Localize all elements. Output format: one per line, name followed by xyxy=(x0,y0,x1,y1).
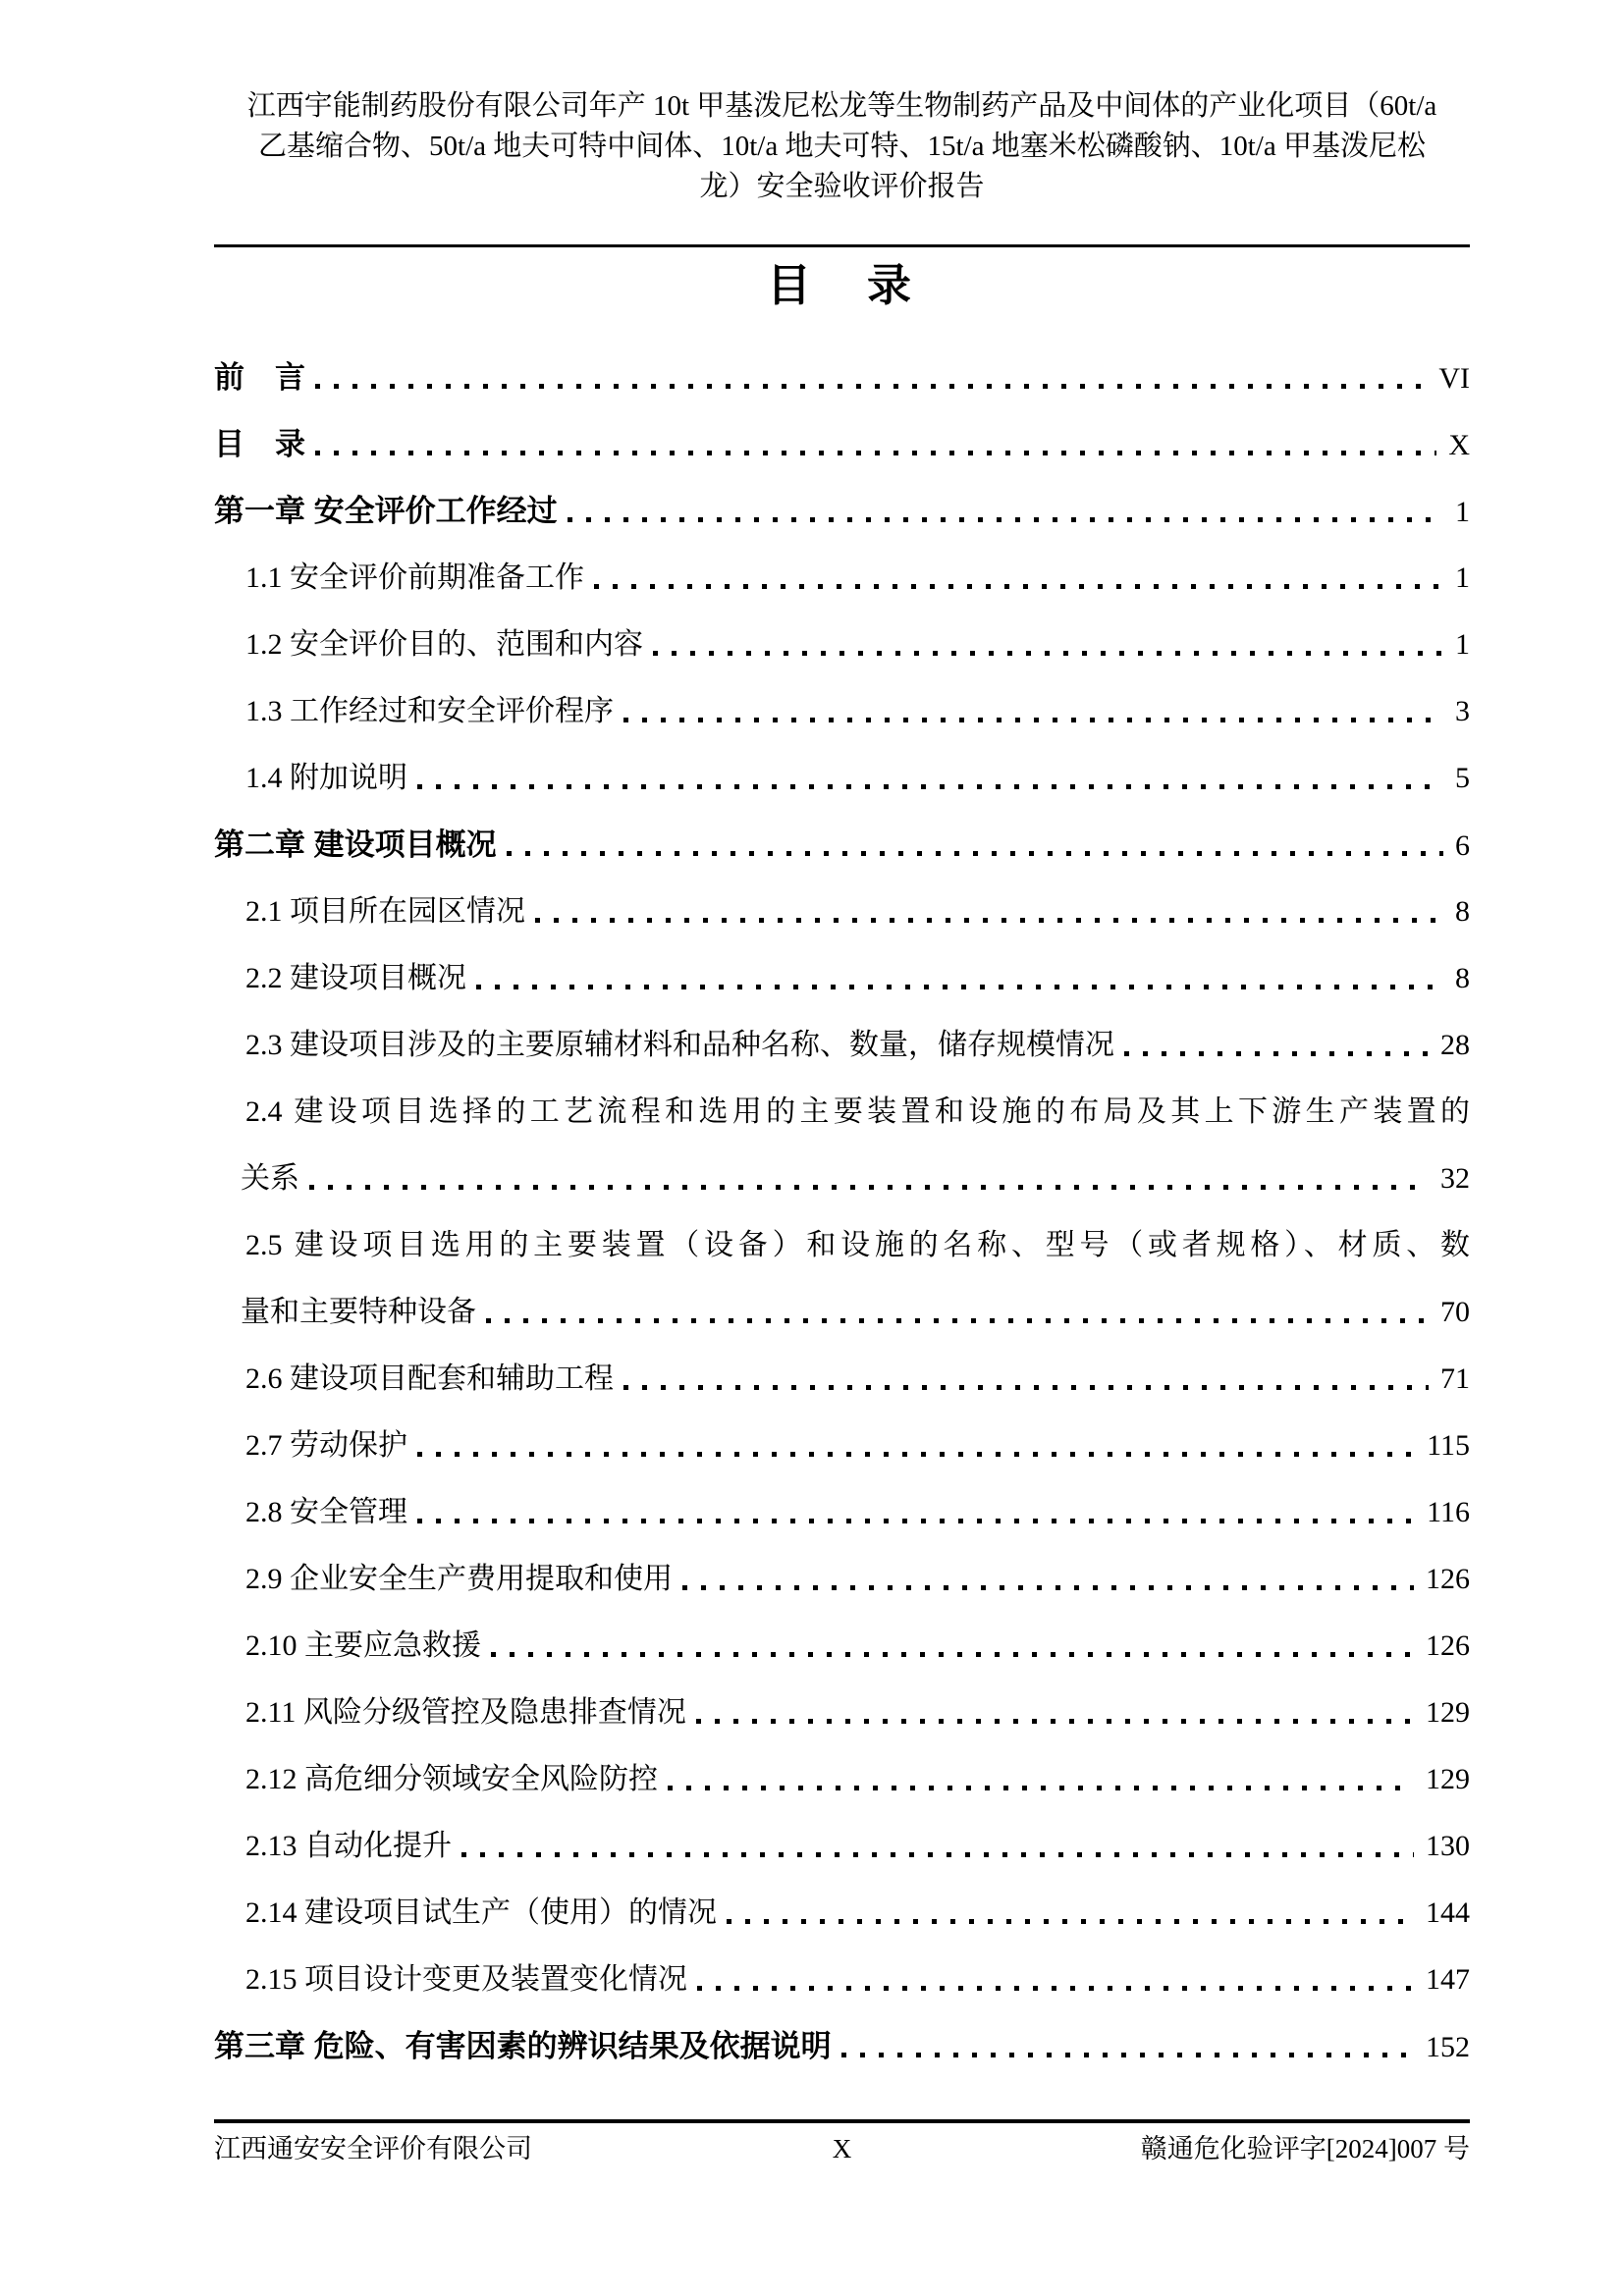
page-footer xyxy=(214,2128,1470,2169)
dot-leader xyxy=(653,651,1443,656)
header-line-1: 江西宇能制药股份有限公司年产 10t 甲基泼尼松龙等生物制药产品及中间体的产业化项目（60t/a xyxy=(246,90,1437,122)
toc-entry[interactable] xyxy=(214,1880,1470,1947)
footer-doc-number: 赣通危化验评字[2024]007 号 xyxy=(1140,2134,1470,2163)
dot-leader xyxy=(315,384,1427,389)
toc-entry-label: 第二章 建设项目概况 xyxy=(214,828,497,862)
footer-divider xyxy=(214,2119,1470,2123)
toc-entry-label: 2.12 高危细分领域安全风险防控 xyxy=(245,1763,658,1795)
toc-entry-label: 2.3 建设项目涉及的主要原辅材料和品种名称、数量，储存规模情况 xyxy=(245,1029,1114,1061)
dot-leader xyxy=(461,1852,1414,1857)
toc-entry-page: 8 xyxy=(1455,895,1470,928)
toc-entry[interactable] xyxy=(214,1212,1470,1279)
dot-leader xyxy=(841,2053,1414,2057)
toc-entry-label: 2.5 建设项目选用的主要装置（设备）和设施的名称、型号（或者规格）、材质、数 xyxy=(245,1229,1470,1261)
toc-entry[interactable] xyxy=(214,1479,1470,1546)
toc-entry-label: 前 言 xyxy=(214,360,305,395)
toc-entry[interactable] xyxy=(214,678,1470,745)
toc-entry[interactable] xyxy=(214,1546,1470,1613)
toc-entry-label: 2.9 企业安全生产费用提取和使用 xyxy=(245,1563,673,1595)
toc-entry-label: 关系 xyxy=(241,1162,299,1195)
toc-entry-label: 1.3 工作经过和安全评价程序 xyxy=(245,695,614,727)
toc-entry-label: 1.1 安全评价前期准备工作 xyxy=(245,561,584,594)
toc-entry[interactable] xyxy=(214,1813,1470,1880)
dot-leader xyxy=(315,451,1436,455)
toc-entry-page: 28 xyxy=(1440,1029,1470,1061)
toc-entry-label: 2.13 自动化提升 xyxy=(245,1830,452,1862)
toc-entry[interactable] xyxy=(214,1012,1470,1079)
toc-entry-page: 8 xyxy=(1455,962,1470,994)
toc-entry-label: 2.6 建设项目配套和辅助工程 xyxy=(245,1362,614,1395)
toc-entry[interactable] xyxy=(214,478,1470,545)
toc-entry[interactable] xyxy=(214,1947,1470,2013)
toc-entry-page: 1 xyxy=(1455,561,1470,594)
dot-leader xyxy=(476,985,1443,989)
footer-company: 江西通安安全评价有限公司 xyxy=(214,2134,532,2163)
toc-entry-page: X xyxy=(1448,429,1470,461)
toc-entry-label: 第三章 危险、有害因素的辨识结果及依据说明 xyxy=(214,2029,832,2063)
toc-entry[interactable] xyxy=(214,1413,1470,1479)
dot-leader xyxy=(696,1719,1414,1724)
toc-entry-label: 2.11 风险分级管控及隐患排查情况 xyxy=(245,1696,686,1729)
toc-entry-page: 6 xyxy=(1455,829,1470,862)
toc-entry-label: 2.15 项目设计变更及装置变化情况 xyxy=(245,1963,687,1996)
toc-entry-label: 2.7 劳动保护 xyxy=(245,1429,407,1462)
toc-entry-label: 2.8 安全管理 xyxy=(245,1496,407,1528)
toc-entry-label: 2.10 主要应急救援 xyxy=(245,1629,481,1662)
toc-entry-page: 1 xyxy=(1455,496,1470,528)
dot-leader xyxy=(594,584,1443,589)
toc-entry-label: 2.4 建设项目选择的工艺流程和选用的主要装置和设施的布局及其上下游生产装置的 xyxy=(245,1095,1470,1128)
toc-entry[interactable] xyxy=(214,745,1470,812)
toc-entry[interactable] xyxy=(214,1346,1470,1413)
toc-list xyxy=(214,345,1470,2080)
toc-entry[interactable] xyxy=(214,345,1470,411)
toc-entry-page: 115 xyxy=(1427,1429,1470,1462)
header-line-3: 龙）安全验收评价报告 xyxy=(699,171,985,202)
toc-entry-page: 1 xyxy=(1455,628,1470,661)
dot-leader xyxy=(668,1786,1414,1790)
dot-leader xyxy=(486,1318,1429,1323)
toc-entry-label: 量和主要特种设备 xyxy=(241,1296,476,1328)
dot-leader xyxy=(491,1652,1414,1657)
dot-leader xyxy=(568,517,1443,522)
dot-leader xyxy=(309,1185,1429,1190)
toc-entry-page: 32 xyxy=(1440,1162,1470,1195)
toc-entry[interactable] xyxy=(214,1079,1470,1146)
dot-leader xyxy=(417,784,1443,789)
header-line-2: 乙基缩合物、50t/a 地夫可特中间体、10t/a 地夫可特、15t/a 地塞米松磷酸钠、10t/a 甲基泼尼松 xyxy=(258,131,1426,162)
toc-entry-page: 126 xyxy=(1426,1629,1470,1662)
toc-entry[interactable] xyxy=(214,1279,1470,1346)
toc-entry[interactable] xyxy=(214,612,1470,678)
toc-entry-page: VI xyxy=(1438,362,1470,395)
toc-entry[interactable] xyxy=(214,1746,1470,1813)
toc-entry[interactable] xyxy=(214,411,1470,478)
toc-entry-page: 116 xyxy=(1427,1496,1470,1528)
toc-entry-page: 129 xyxy=(1426,1763,1470,1795)
page-header xyxy=(214,86,1470,207)
toc-entry-page: 70 xyxy=(1440,1296,1470,1328)
toc-entry-label: 2.14 建设项目试生产（使用）的情况 xyxy=(245,1896,717,1929)
toc-entry[interactable] xyxy=(214,2013,1470,2080)
toc-entry-page: 5 xyxy=(1455,762,1470,794)
toc-entry[interactable] xyxy=(214,1680,1470,1746)
toc-entry-label: 1.4 附加说明 xyxy=(245,762,407,794)
toc-entry-label: 1.2 安全评价目的、范围和内容 xyxy=(245,628,643,661)
toc-entry-page: 71 xyxy=(1440,1362,1470,1395)
toc-entry-page: 152 xyxy=(1426,2031,1470,2063)
toc-entry-page: 129 xyxy=(1426,1696,1470,1729)
toc-entry-page: 126 xyxy=(1426,1563,1470,1595)
toc-entry-page: 130 xyxy=(1426,1830,1470,1862)
dot-leader xyxy=(507,851,1443,856)
footer-page-number: X xyxy=(832,2134,852,2163)
dot-leader xyxy=(535,918,1443,923)
dot-leader xyxy=(697,1986,1414,1991)
page-title: 目 录 xyxy=(766,260,917,310)
toc-entry[interactable] xyxy=(214,1613,1470,1680)
dot-leader xyxy=(623,718,1443,722)
toc-entry-page: 144 xyxy=(1426,1896,1470,1929)
toc-entry-label: 目 录 xyxy=(214,427,305,461)
dot-leader xyxy=(417,1452,1415,1457)
dot-leader xyxy=(727,1919,1414,1924)
dot-leader xyxy=(417,1519,1415,1523)
toc-entry[interactable] xyxy=(214,812,1470,879)
toc-entry[interactable] xyxy=(214,1146,1470,1212)
toc-entry-page: 147 xyxy=(1426,1963,1470,1996)
toc-entry[interactable] xyxy=(214,945,1470,1012)
dot-leader xyxy=(1124,1051,1429,1056)
toc-entry-label: 2.2 建设项目概况 xyxy=(245,962,466,994)
header-divider xyxy=(214,244,1470,247)
dot-leader xyxy=(623,1385,1429,1390)
dot-leader xyxy=(682,1585,1414,1590)
toc-entry[interactable] xyxy=(214,545,1470,612)
toc-entry[interactable] xyxy=(214,879,1470,945)
toc-entry-page: 3 xyxy=(1455,695,1470,727)
toc-entry-label: 第一章 安全评价工作经过 xyxy=(214,494,558,528)
toc-entry-label: 2.1 项目所在园区情况 xyxy=(245,895,525,928)
